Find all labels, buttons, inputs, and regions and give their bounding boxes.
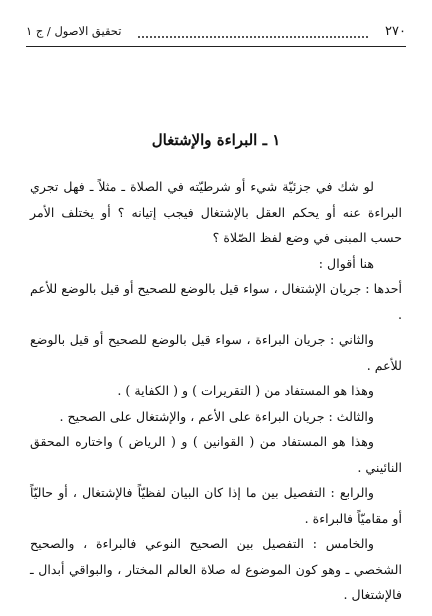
paragraph-fourth-opinion: والرابع : التفصيل بين ما إذا كان البيان لفظيّاً فالإشتغال ، أو حاليّاً أو مقاميّاً فالبراءة . (30, 485, 402, 526)
paragraph-fifth-opinion: والخامس : التفصيل بين الصحيح النوعي فالبراءة ، والصحيح الشخصي ـ وهو كون الموضوع له صلاة العالم المختار ، والبواقي أبدال ـ فالإشتغال . (30, 536, 402, 602)
header-dot-leader (138, 36, 368, 38)
paragraph-second-opinion: والثاني : جريان البراءة ، سواء قيل بالوضع للصحيح أو قيل بالوضع للأعم . (30, 332, 402, 373)
page-number: ٢٧٠ (385, 24, 406, 39)
header-rule (26, 46, 406, 47)
paragraph-third-source: وهذا هو المستفاد من ( القوانين ) و ( الرياض ) واختاره المحقق النائيني . (30, 434, 402, 475)
paragraph-first-opinion: أحدها : جريان الإشتغال ، سواء قيل بالوضع للصحيح أو قيل بالوضع للأعم . (30, 281, 402, 322)
paragraph-intro: لو شك في جزئيّة شيء أو شرطيّته في الصلاة ـ مثلاً ـ فهل تجري البراءة عنه أو يحكم العقل بالإشتغال فيجب إتيانه ؟ أو يختلف الأمر حسب المبنى في وضع لفظ الصّلاة ؟ (30, 179, 402, 245)
paragraph-third-opinion: والثالث : جريان البراءة على الأعم ، والإشتغال على الصحيح . (59, 408, 374, 424)
paragraph-opinions-intro: هنا أقوال : (318, 255, 374, 271)
running-header (26, 24, 406, 44)
running-title: تحقيق الاصول / ج ١ (26, 24, 122, 38)
section-heading: ١ ـ البراءة والإشتغال (151, 131, 281, 149)
paragraph-second-source: وهذا هو المستفاد من ( التقريرات ) و ( الكفاية ) . (117, 383, 374, 398)
body-text (30, 174, 402, 608)
